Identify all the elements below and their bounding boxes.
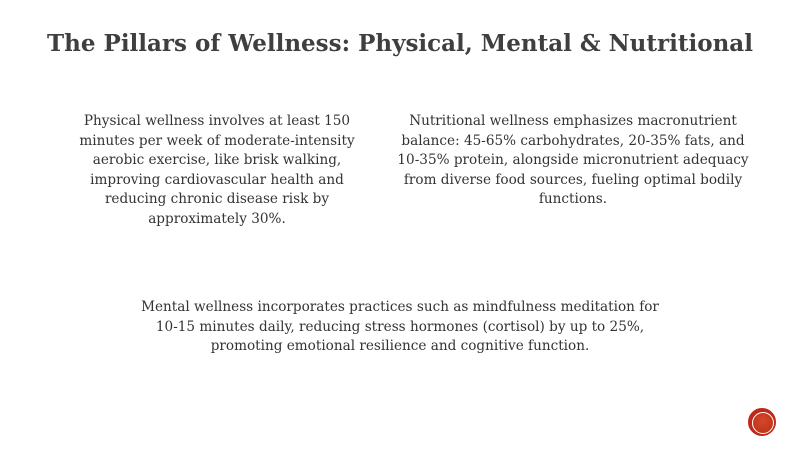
circle-nav-icon bbox=[752, 412, 774, 434]
slide-title: The Pillars of Wellness: Physical, Mental & Nutritional bbox=[47, 30, 753, 57]
mental-wellness-text: Mental wellness incorporates practices such as mindfulness meditation for 10-15 minutes daily, reducing stress hormones (cortisol) by up to 25%, promoting emotional resilience and cognitive function. bbox=[141, 299, 659, 354]
slide-nav-button[interactable] bbox=[748, 408, 776, 436]
physical-wellness-text: Physical wellness involves at least 150 minutes per week of moderate-intensity aerobic exercise, like brisk walking, improving cardiovascular health and reducing chronic disease risk by approximately 30%. bbox=[79, 113, 355, 227]
nutritional-wellness-text: Nutritional wellness emphasizes macronutrient balance: 45-65% carbohydrates, 20-35% fats, and 10-35% protein, alongside micronutrient adequacy from diverse food sources, fueling optimal bodily functions. bbox=[397, 113, 749, 207]
